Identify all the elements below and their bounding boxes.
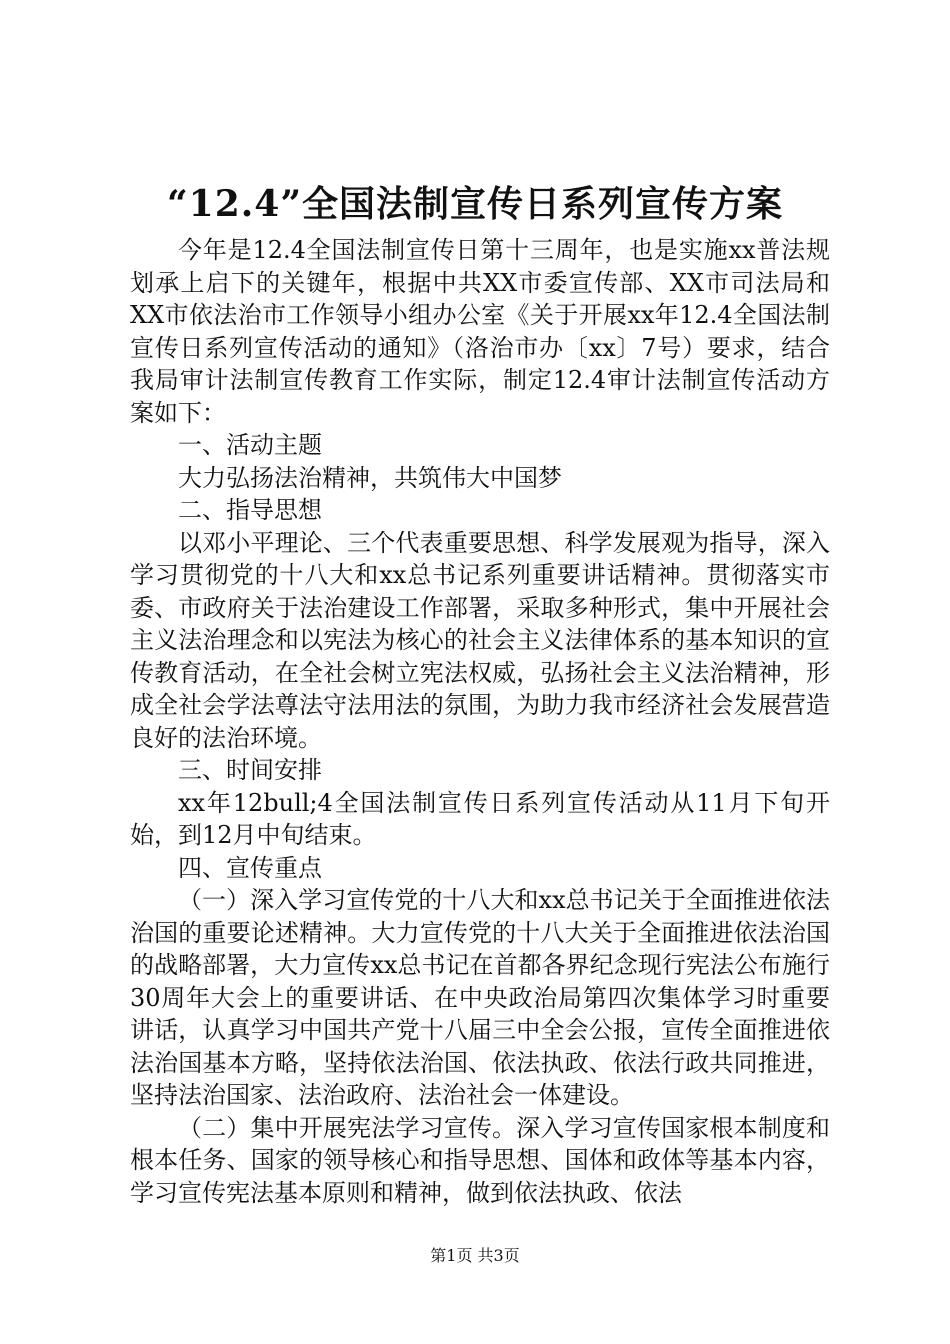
heading-guiding-ideology: 二、指导思想 xyxy=(178,496,322,524)
paragraph-schedule: xx年12bull;4全国法制宣传日系列宣传活动从11月下旬开始，到12月中旬结束。 xyxy=(130,788,830,849)
paragraph-focus-2: （二）集中开展宪法学习宣传。深入学习宣传国家根本制度和根本任务、国家的领导核心和指导思想、国体和政体等基本内容，学习宣传宪法基本原则和精神，做到依法执政、依法 xyxy=(130,1113,830,1207)
page-footer: 第1页 共3页 xyxy=(430,1246,520,1265)
heading-schedule: 三、时间安排 xyxy=(178,756,322,784)
paragraph-ideology: 以邓小平理论、三个代表重要思想、科学发展观为指导，深入学习贯彻党的十八大和xx总书记系列重要讲话精神。贯彻落实市委、市政府关于法治建设工作部署，采取多种形式，集中开展社会主义法治理念和以宪法为核心的社会主义法律体系的基本知识的宣传教育活动，在全社会树立宪法权威，弘扬社会主义法治精神，形成全社会学法尊法守法用法的氛围，为助力我市经济社会发展营造良好的法治环境。 xyxy=(130,528,830,752)
document-body xyxy=(130,234,830,1209)
heading-activity-theme: 一、活动主题 xyxy=(178,431,322,459)
paragraph-theme: 大力弘扬法治精神，共筑伟大中国梦 xyxy=(178,463,562,492)
heading-focus: 四、宣传重点 xyxy=(178,853,322,882)
paragraph-intro: 今年是12.4全国法制宣传日第十三周年，也是实施xx普法规划承上启下的关键年，根据中共XX市委宣传部、XX市司法局和XX市依法治市工作领导小组办公室《关于开展xx年12.4全国法制宣传日系列宣传活动的通知》（洛治市办〔xx〕7号）要求，结合我局审计法制宣传教育工作实际，制定12.4审计法制宣传活动方案如下： xyxy=(130,236,830,427)
paragraph-focus-1: （一）深入学习宣传党的十八大和xx总书记关于全面推进依法治国的重要论述精神。大力宣传党的十八大关于全面推进依法治国的战略部署，大力宣传xx总书记在首都各界纪念现行宪法公布施行30周年大会上的重要讲话、在中央政治局第四次集体学习时重要讲话，认真学习中国共产党十八届三中全会公报，宣传全面推进依法治国基本方略，坚持依法治国、依法执政、依法行政共同推进，坚持法治国家、法治政府、法治社会一体建设。 xyxy=(130,886,830,1109)
document-title: “12.4”全国法制宣传日系列宣传方案 xyxy=(166,183,784,225)
